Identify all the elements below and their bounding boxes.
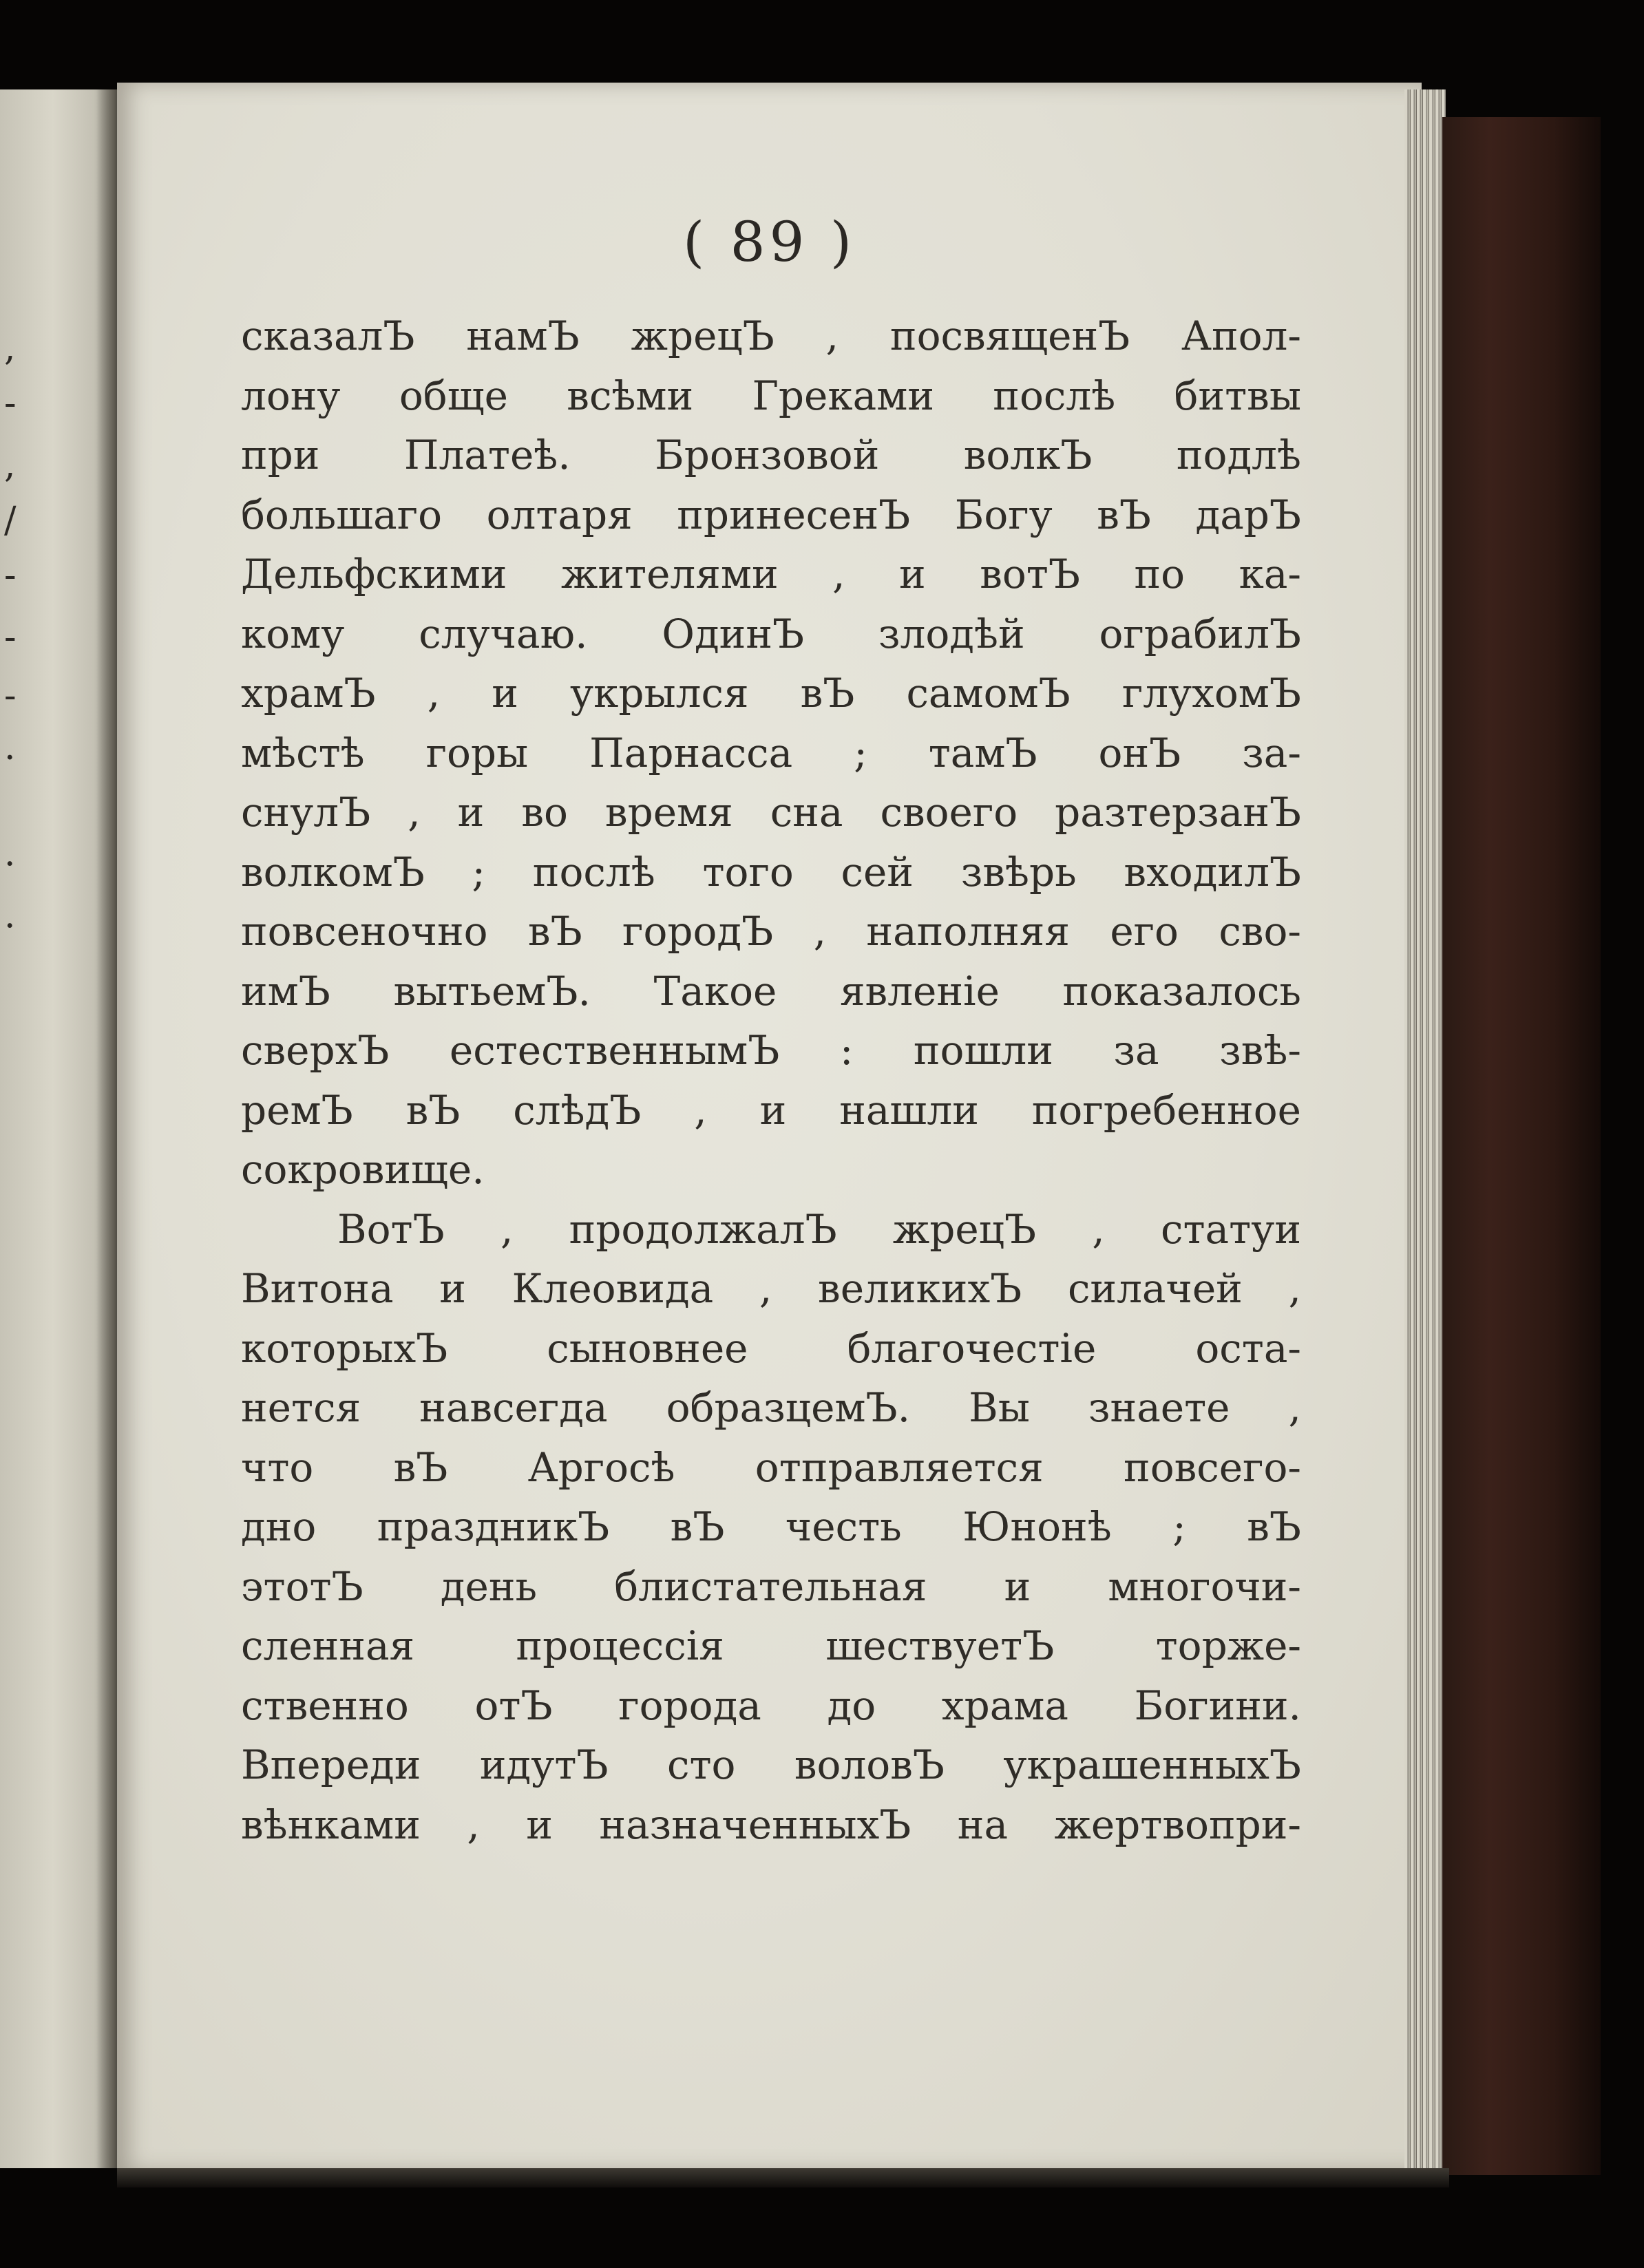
text-line: снулЪ , и во время сна своего разтерзанЪ: [241, 789, 1301, 836]
left-margin-marks: [0, 0, 41, 2268]
text-line: большаго олтаря принесенЪ Богу вЪ дарЪ: [241, 491, 1301, 538]
text-line: что вЪ Аргосѣ отправляется повсего-: [241, 1443, 1301, 1491]
text-line: ственно отЪ города до храма Богини.: [241, 1682, 1301, 1729]
text-line: ремЪ вЪ слѣдЪ , и нашли погребенное: [241, 1086, 1301, 1134]
text-line: при Платеѣ. Бронзовой волкЪ подлѣ: [241, 432, 1301, 478]
text-line: ВотЪ , продолжалЪ жрецЪ , статуи: [337, 1205, 1301, 1253]
text-line: лону обще всѣми Греками послѣ битвы: [241, 372, 1301, 419]
text-line: этотЪ день блистательная и многочи-: [241, 1562, 1301, 1610]
page-body-text: [241, 306, 1301, 1854]
margin-mark: ,: [4, 445, 16, 486]
text-line: сверхЪ естественнымЪ : пошли за звѣ-: [241, 1027, 1301, 1074]
text-line: повсеночно вЪ городЪ , наполняя его сво-: [241, 908, 1301, 955]
text-line: Дельфскими жителями , и вотЪ по ка-: [241, 551, 1301, 597]
page-bottom-shadow: [117, 2168, 1449, 2187]
text-line: которыхЪ сыновнее благочестіе оста-: [241, 1324, 1301, 1372]
text-line: кому случаю. ОдинЪ злодѣй ограбилЪ: [241, 610, 1301, 657]
text-line: нется навсегда образцемЪ. Вы знаете ,: [241, 1384, 1301, 1431]
text-line: имЪ вытьемЪ. Такое явленіе показалось: [241, 967, 1301, 1015]
margin-mark: -: [4, 675, 17, 717]
book-page: [117, 83, 1422, 2172]
text-line: храмЪ , и укрылся вЪ самомЪ глухомЪ: [241, 670, 1301, 717]
text-line: вѣнками , и назначенныхЪ на жертвопри-: [241, 1801, 1301, 1848]
text-line: мѣстѣ горы Парнасса ; тамЪ онЪ за-: [241, 729, 1301, 776]
text-line: сказалЪ намЪ жрецЪ , посвященЪ Апол-: [241, 312, 1301, 359]
margin-mark: ,: [4, 328, 16, 369]
margin-mark: .: [4, 727, 16, 768]
page-edges: [1404, 89, 1446, 2175]
margin-mark: -: [4, 383, 17, 424]
margin-mark: -: [4, 555, 17, 596]
text-line: Витона и Клеовида , великихЪ силачей ,: [241, 1265, 1301, 1312]
margin-mark: /: [4, 500, 17, 541]
margin-mark: -: [4, 617, 17, 658]
text-line: сленная процессія шествуетЪ торже-: [241, 1622, 1301, 1669]
text-line: волкомЪ ; послѣ того сей звѣрь входилЪ: [241, 848, 1301, 895]
margin-mark: ·: [4, 906, 16, 947]
page-number: ( 89 ): [682, 210, 856, 274]
text-line: Впереди идутЪ сто воловЪ украшенныхЪ: [241, 1741, 1301, 1788]
text-line: сокровище.: [241, 1146, 485, 1193]
book-cover: [1442, 117, 1601, 2175]
margin-mark: ·: [4, 844, 16, 885]
text-line: дно праздникЪ вЪ честь Юнонѣ ; вЪ: [241, 1503, 1301, 1550]
